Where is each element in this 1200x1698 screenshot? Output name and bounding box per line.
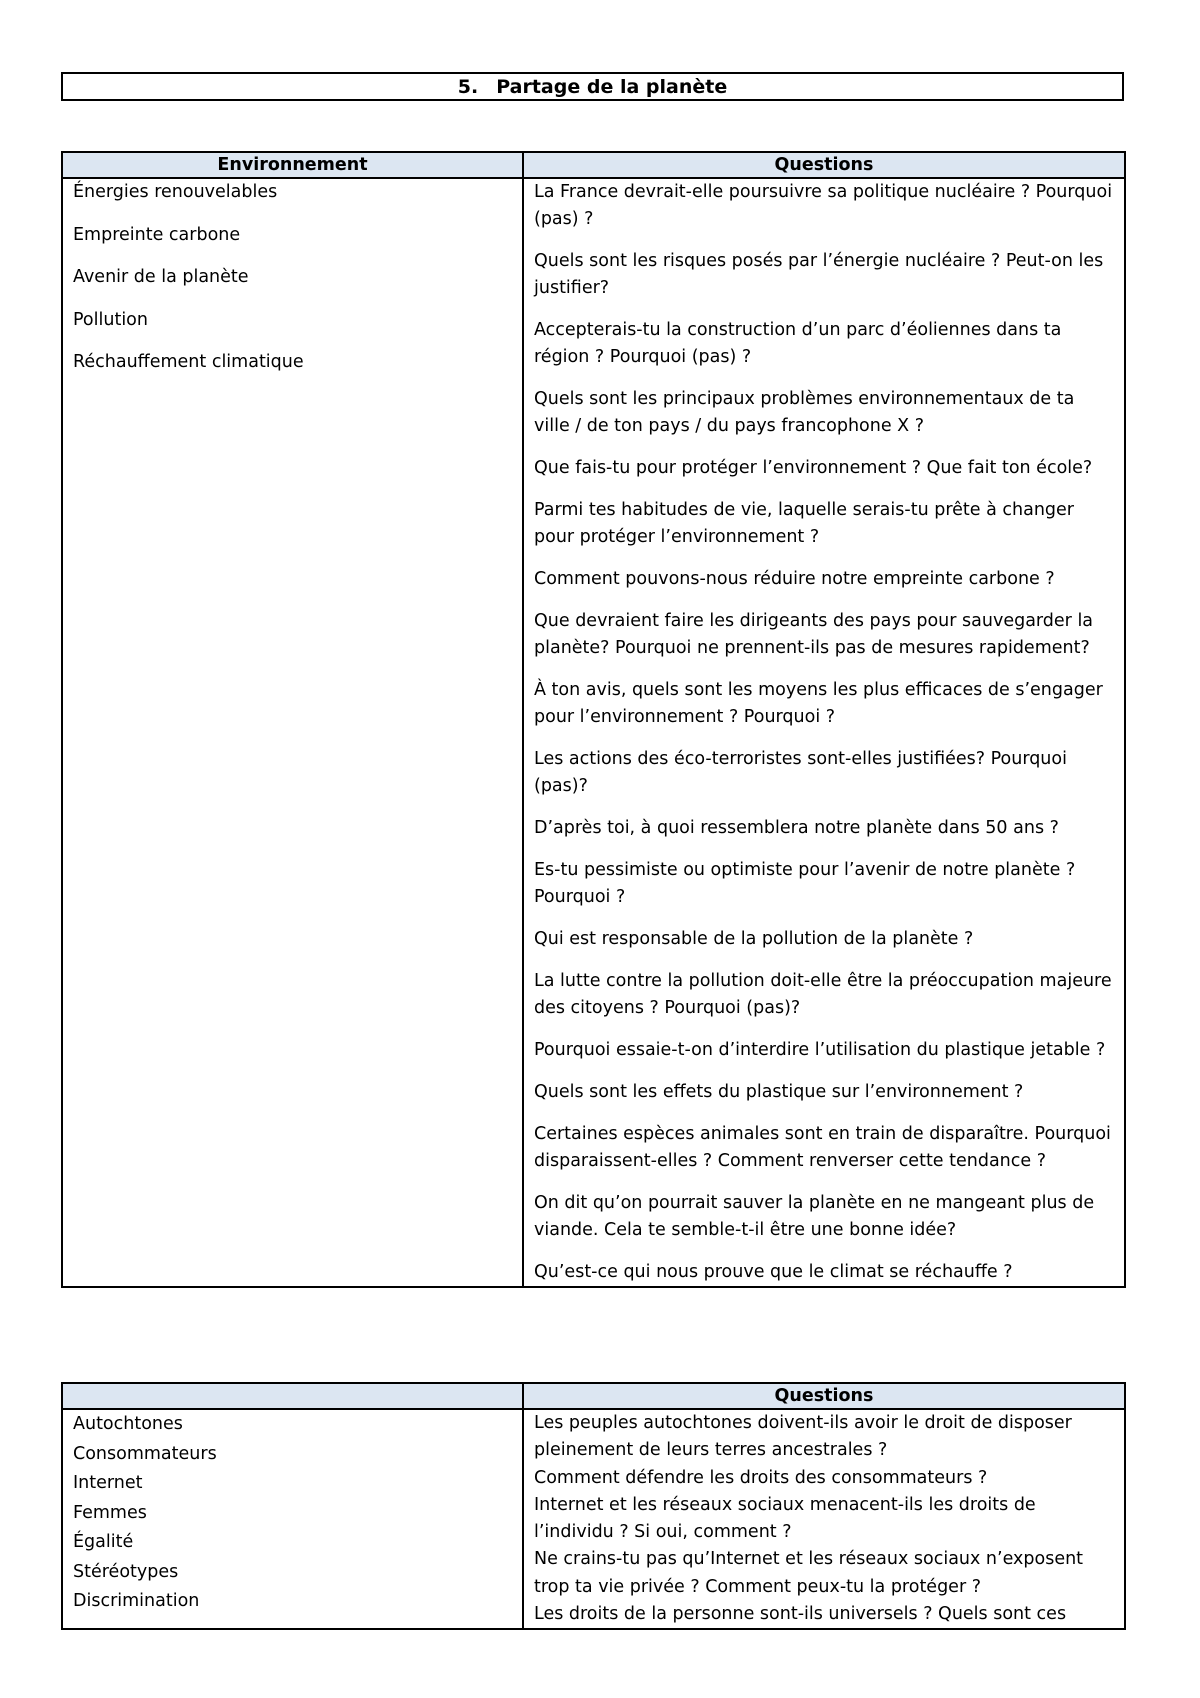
question-item: Quels sont les principaux problèmes environnementaux de ta ville / de ton pays / du pays francophone X ? — [534, 389, 1075, 436]
questions-cell — [523, 1409, 1125, 1629]
topic-item: Réchauffement climatique — [73, 352, 304, 372]
section-title-box — [61, 72, 1124, 101]
question-item: Que fais-tu pour protéger l’environnement ? Que fait ton école? — [534, 458, 1093, 478]
question-item: À ton avis, quels sont les moyens les plus efficaces de s’engager pour l’environnement ? Pourquoi ? — [534, 680, 1103, 727]
question-item: Qui est responsable de la pollution de la planète ? — [534, 929, 974, 949]
topic-item: Énergies renouvelables — [73, 182, 278, 202]
rights-table — [61, 1382, 1126, 1630]
topics-cell — [62, 1409, 523, 1629]
question-item: On dit qu’on pourrait sauver la planète en ne mangeant plus de viande. Cela te semble-t-il être une bonne idée? — [534, 1193, 1095, 1240]
topic-item: Stéréotypes — [73, 1561, 179, 1582]
question-item: Les peuples autochtones doivent-ils avoir le droit de disposer pleinement de leurs terres ancestrales ? — [534, 1413, 1072, 1461]
question-item: Comment pouvons-nous réduire notre empreinte carbone ? — [534, 569, 1055, 589]
topic-item: Discrimination — [73, 1591, 200, 1611]
question-item: Quels sont les effets du plastique sur l’environnement ? — [534, 1082, 1024, 1102]
question-item: Les actions des éco-terroristes sont-elles justifiées? Pourquoi (pas)? — [534, 749, 1067, 796]
table-body-row — [62, 178, 1125, 1287]
topic-item: Internet — [73, 1473, 143, 1493]
section-number: 5. — [457, 75, 479, 98]
question-item: Quels sont les risques posés par l’énergie nucléaire ? Peut-on les justifier? — [534, 251, 1104, 298]
question-item: Les droits de la personne sont-ils universels ? Quels sont ces — [534, 1604, 1067, 1625]
question-item: Parmi tes habitudes de vie, laquelle serais-tu prête à changer pour protéger l’environnement ? — [534, 500, 1074, 547]
topic-item: Avenir de la planète — [73, 267, 249, 287]
question-item: Comment défendre les droits des consommateurs ? — [534, 1467, 988, 1488]
questions-cell — [523, 178, 1125, 1287]
header-environnement: Environnement — [62, 152, 523, 178]
topic-item: Empreinte carbone — [73, 224, 241, 245]
topic-item: Femmes — [73, 1502, 147, 1523]
question-item: Ne crains-tu pas qu’Internet et les réseaux sociaux n’exposent trop ta vie privée ? Comment peux-tu la protéger ? — [534, 1549, 1084, 1597]
question-item: Internet et les réseaux sociaux menacent-ils les droits de l’individu ? Si oui, comment ? — [534, 1494, 1036, 1543]
question-item: La France devrait-elle poursuivre sa politique nucléaire ? Pourquoi (pas) ? — [534, 182, 1113, 229]
topic-item: Consommateurs — [73, 1443, 217, 1464]
question-item: Es-tu pessimiste ou optimiste pour l’avenir de notre planète ? Pourquoi ? — [534, 860, 1076, 907]
topics-cell — [62, 178, 523, 1287]
question-item: Qu’est-ce qui nous prouve que le climat se réchauffe ? — [534, 1262, 1013, 1282]
topic-item: Autochtones — [73, 1414, 183, 1434]
section-title: Partage de la planète — [496, 75, 728, 98]
header-questions: Questions — [523, 1383, 1125, 1409]
table-header-row — [62, 1383, 1125, 1409]
question-item: D’après toi, à quoi ressemblera notre planète dans 50 ans ? — [534, 818, 1059, 838]
header-questions: Questions — [523, 152, 1125, 178]
table-header-row — [62, 152, 1125, 178]
question-item: Accepterais-tu la construction d’un parc d’éoliennes dans ta région ? Pourquoi (pas) ? — [534, 320, 1062, 367]
question-item: La lutte contre la pollution doit-elle être la préoccupation majeure des citoyens ? Pourquoi (pas)? — [534, 971, 1112, 1018]
table-body-row — [62, 1409, 1125, 1629]
topic-item: Pollution — [73, 309, 148, 330]
environment-table — [61, 151, 1126, 1288]
question-item: Certaines espèces animales sont en train de disparaître. Pourquoi disparaissent-elles ? Comment renverser cette tendance ? — [534, 1124, 1111, 1171]
question-item: Pourquoi essaie-t-on d’interdire l’utilisation du plastique jetable ? — [534, 1040, 1106, 1060]
header-empty — [62, 1383, 523, 1409]
question-item: Que devraient faire les dirigeants des pays pour sauvegarder la planète? Pourquoi ne prennent-ils pas de mesures rapidement? — [534, 611, 1094, 658]
topic-item: Égalité — [73, 1532, 134, 1552]
